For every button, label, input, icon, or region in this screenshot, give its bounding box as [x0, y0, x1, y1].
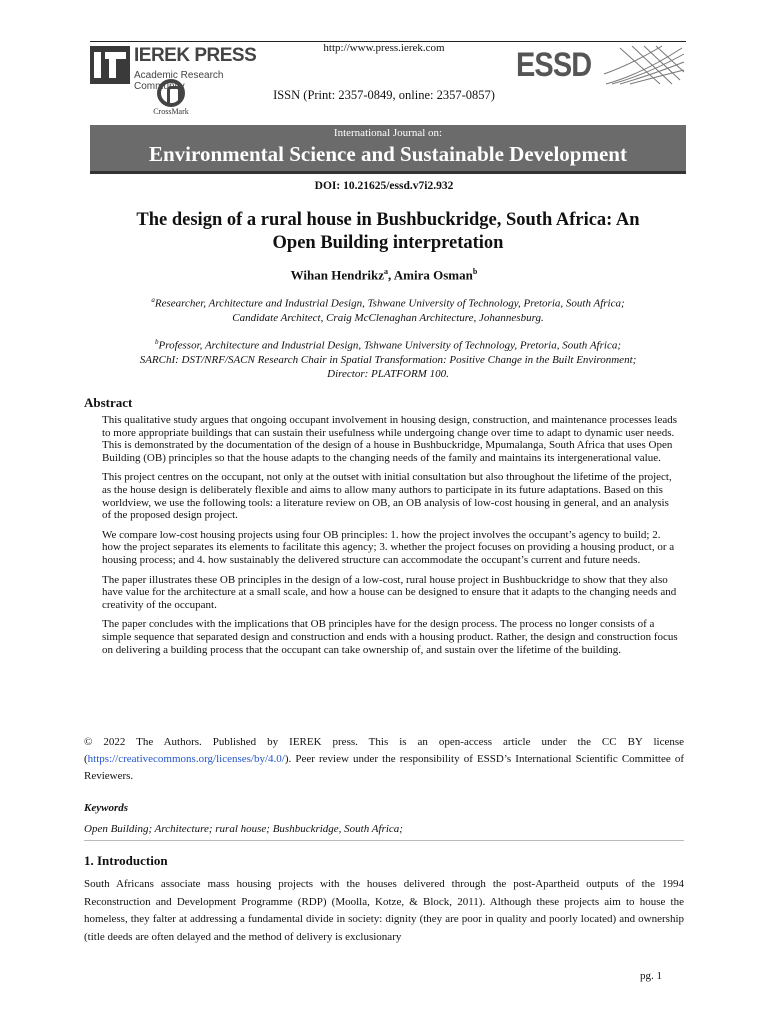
introduction-body: South Africans associate mass housing projects with the houses delivered through the post-Apartheid outputs of the 1994 Reconstruction and Development Programme (RDP) (Moolla, Kotze, & Block, 2011). Although these projects aim to house the homeless, they falter at addressing a fundamental divide in society: dignity (they are poor in quality and poorly located) and ownership (title deeds are often delayed and the method of delivery is exclusionary	[84, 878, 684, 943]
introduction-heading: 1. Introduction	[84, 853, 168, 868]
keywords-divider	[84, 840, 684, 841]
affiliation-b	[100, 335, 676, 381]
crossmark-label: CrossMark	[153, 107, 189, 116]
author-2: Amira Osman	[393, 267, 473, 283]
journal-name: Environmental Science and Sustainable Development	[149, 142, 627, 166]
affiliation-a-marker: a	[151, 296, 155, 304]
abstract-paragraph: This qualitative study argues that ongoing occupant involvement in housing design, construction, and maintenance processes leads to more appropriate buildings that can sustain their usefulness while undergoing change over time to adapt to dynamic user needs. This is demonstrated by the documentation of the design of a house in Bushbuckridge, Mpumalanga, South Africa that uses Open Building (OB) principles so that the house adapts to the changing needs of the family and maintains its intergenerational value.	[102, 414, 678, 464]
publisher-name: IEREK PRESS	[134, 45, 257, 66]
abstract-paragraph: This project centres on the occupant, not only at the outset with initial consultation but also throughout the lifetime of the project, as the house design is deliberately flexible and aims to allow many authors to participate in its future adaptations. Based on this worldview, we use the following tools: a literature review on OB, an OB analysis of low-cost housing in general, and an analysis of the proposed design project.	[102, 471, 672, 522]
title-line-1: The design of a rural house in Bushbuckridge, South Africa: An	[136, 210, 640, 230]
essd-logo	[516, 44, 686, 86]
keywords-list: Open Building; Architecture; rural house; Bushbuckridge, South Africa;	[84, 823, 403, 835]
doi[interactable]: DOI: 10.21625/essd.v7i2.932	[314, 180, 454, 192]
globe-lines-icon	[602, 44, 686, 86]
affiliation-b-line-2: SARChI: DST/NRF/SACN Research Chair in Spatial Transformation: Positive Change in the Built Environment;	[139, 353, 637, 366]
issn-line: ISSN (Print: 2357-0849, online: 2357-0857)	[273, 88, 495, 102]
license-link[interactable]: https://creativecommons.org/licenses/by/4.0/	[87, 753, 285, 765]
journal-banner	[90, 125, 686, 171]
affiliation-b-marker: b	[155, 338, 159, 346]
abstract-paragraph: The paper concludes with the implications that OB principles have for the design process. The process no longer consists of a simple sequence that separated design and construction and ends with a housing product. Rather, the design and construction focus on delivering a building process that the occupant can take ownership of, and sustain over the lifetime of the building.	[102, 618, 678, 656]
title-line-2: Open Building interpretation	[272, 233, 504, 253]
affiliation-b-line-1: Professor, Architecture and Industrial Design, Tshwane University of Technology, Pretoria, South Africa;	[158, 339, 621, 352]
ierek-mark-icon	[90, 46, 130, 84]
journal-intro: International Journal on:	[333, 127, 443, 139]
copyright-notice	[84, 734, 684, 785]
essd-logo-text: ESSD	[516, 46, 592, 84]
author-2-marker: b	[472, 267, 478, 276]
copyright-text-pre: © 2022 The Authors. Published by IEREK press. This is an open-access article under the CC BY license (	[84, 736, 684, 765]
author-1: Wihan Hendrikz	[290, 267, 384, 283]
author-list	[0, 267, 768, 283]
abstract-body	[102, 414, 680, 663]
author-separator: ,	[387, 267, 394, 283]
copyright-text-post: ). Peer review under the responsibility of ESSD’s International Scientific Committee of Reviewers.	[84, 753, 684, 782]
affiliation-a	[100, 293, 676, 325]
affiliation-a-line-2: Candidate Architect, Craig McClenaghan Architecture, Johannesburg.	[232, 311, 544, 324]
article-title	[90, 209, 686, 255]
author-1-marker: a	[383, 267, 388, 276]
abstract-paragraph: The paper illustrates these OB principles in the design of a low-cost, rural house project in Bushbuckridge to show that they also have value for the architecture at a small scale, and how a house can be designed to ensure that it adapts to the changing needs and creativity of the occupant.	[102, 573, 677, 611]
page-number: pg. 1	[640, 970, 662, 982]
publisher-url[interactable]: http://www.press.ierek.com	[323, 42, 445, 54]
banner-underline	[90, 171, 686, 174]
publisher-tagline: Academic Research Community	[134, 70, 224, 92]
keywords-heading: Keywords	[84, 802, 128, 814]
abstract-heading: Abstract	[84, 395, 133, 410]
affiliation-a-line-1: Researcher, Architecture and Industrial Design, Tshwane University of Technology, Pretoria, South Africa;	[154, 297, 625, 310]
affiliation-b-line-3: Director: PLATFORM 100.	[327, 367, 449, 380]
abstract-paragraph: We compare low-cost housing projects using four OB principles: 1. how the project involves the occupant’s agency to build; 2. how the project separates its elements to facilitate this agency; 3. whether the project focuses on providing a housing product, or a housing process; and 4. how sustainably the delivered structure can accommodate the occupant’s current and future needs.	[102, 528, 675, 566]
